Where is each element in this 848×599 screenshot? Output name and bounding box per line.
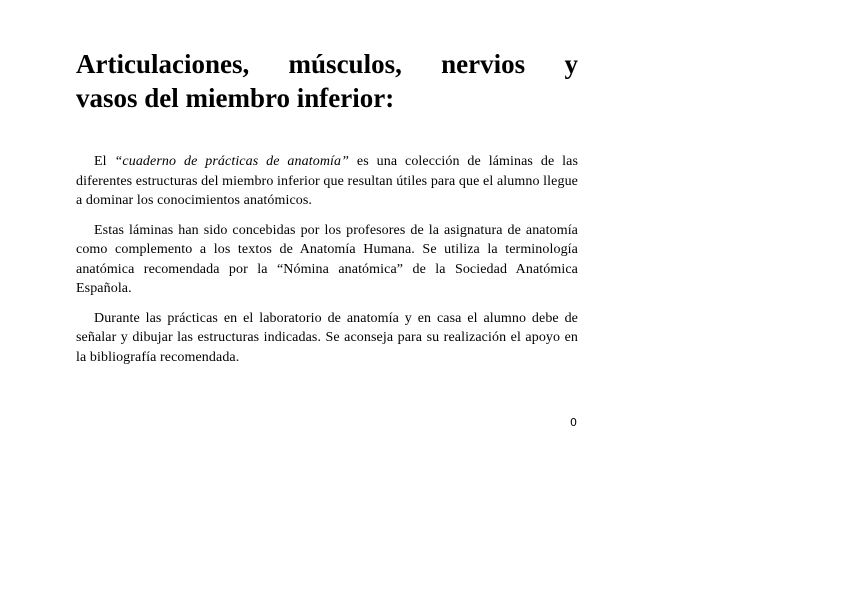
conception-paragraph: Estas láminas han sido concebidas por los profesores de la asignatura de anatomía como complemento a los textos de Anatomía Humana. Se utiliza la terminología anatómica recomendada por la “Nómina anatómica” de la Sociedad Anatómica Española. xyxy=(76,222,578,296)
intro-italic-phrase: “cuaderno de prácticas de anatomía” xyxy=(114,154,350,169)
title-line-2: vasos del miembro inferior: xyxy=(76,83,395,113)
page-title xyxy=(76,47,578,115)
practice-paragraph: Durante las prácticas en el laboratorio de anatomía y en casa el alumno debe de señalar y dibujar las estructuras indicadas. Se aconseja para su realización el apoyo en la bibliografía recomendada. xyxy=(76,310,578,365)
intro-lead: El xyxy=(94,154,115,169)
page-number: 0 xyxy=(570,416,577,429)
title-line-1: Articulaciones, músculos, nervios y xyxy=(76,49,578,79)
intro-rest: es una colección de láminas de las diferentes estructuras del miembro inferior que resultan útiles para que el alumno llegue a dominar los conocimientos anatómicos. xyxy=(76,154,578,208)
page-content xyxy=(76,47,578,367)
intro-paragraph xyxy=(76,152,578,211)
